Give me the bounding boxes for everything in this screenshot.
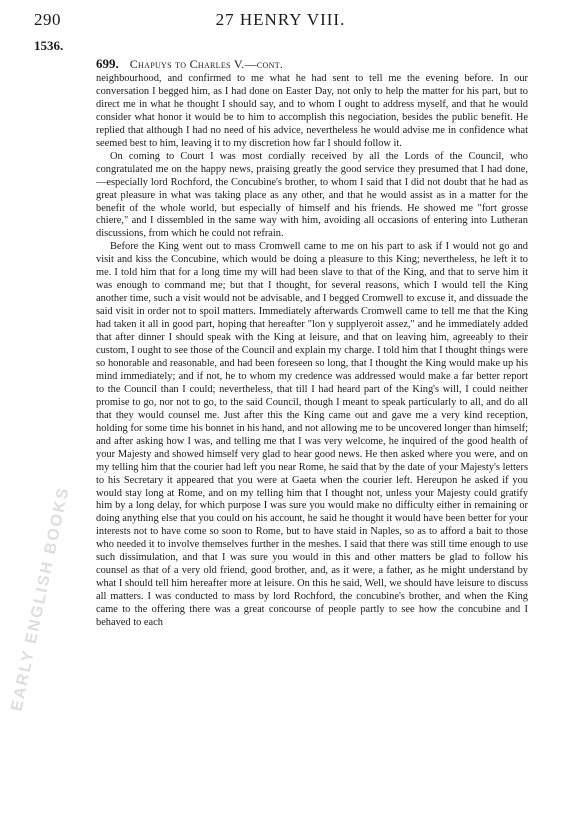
watermark-text: EARLY ENGLISH BOOKS [8, 485, 73, 713]
running-header [34, 10, 527, 32]
entry-heading [96, 56, 283, 72]
paragraph: On coming to Court I was most cordially received by all the Lords of the Council, who congratulated me on the happy news, praising greatly the good service they presumed that I had done,—especially lord Rochford, the Concubine's brother, to whom I said that I did not doubt that he had as great pleasure in what was taking place as any other, and that he would assist as in a matter for the benefit of the whole world, but especially of himself and his friends. He showed me "fort grosse chiere," and I dissembled in the same way with him, avoiding all occasions of entering into Lutheran discussions, from which he could not refrain. [96, 150, 528, 240]
page-number: 290 [34, 10, 61, 29]
entry-title: Chapuys to Charles V.—cont. [129, 57, 284, 71]
paragraph: neighbourhood, and confirmed to me what he had sent to tell me the evening before. In our conversation I begged him, as I had done on Easter Day, not only to help the matter for his part, but to direct me in what he thought I should say, and to whom I ought to address myself, and that he would consider what honor it would be to him to accomplish this negociation, besides the public benefit. He replied that although I had no need of his advice, nevertheless he would advise me in confidence what seemed best to him, leaving it to my discretion how far I should follow it. [96, 73, 528, 149]
year-marginal-note: 1536. [34, 38, 64, 53]
entry-number: 699. [96, 56, 119, 71]
letter-body [96, 73, 528, 630]
paragraph: Before the King went out to mass Cromwell came to me on his part to ask if I would not go and visit and kiss the Concubine, which would be doing a pleasure to this King; nevertheless, he left it to me. I told him that for a long time my will had been slave to that of the King, and that to serve him it was enough to command me; but that I thought, for several reasons, which I would tell the King another time, such a visit would not be advisable, and I begged Cromwell to excuse it, and dissuade the said visit in order not to spoil matters. Immediately afterwards Cromwell came to tell me that the King had taken it all in good part, hoping that hereafter "lon y supplyeroit assez," and he immediately added that after dinner I should speak with the King at leisure, and that on leaving him, agreeably to their custom, I ought to see those of the Council and explain my charge. I told him that I thought things were so honorable and reasonable, and had been foreseen so long, that I thought the King would make up his mind immediately; and if not, he to whom my credence was addressed would make a far better report to the Council than I could; nevertheless, that till I had heard part of the King's will, I could neither promise to go, nor not to go, to the said Council, though I meant to speak particularly to all, and do all that they would counsel me. Just after this the King came out and gave me a very kind reception, holding for some time his bonnet in his hand, and not allowing me to be uncovered longer than himself; and after asking how I was, and telling me that I was very welcome, he inquired of the good health of your Majesty and showed himself very glad to hear good news. He then asked where you were, and on my telling him that the courier had left you near Rome, he said that by the date of your Majesty's letters to his Secretary it appeared that you were at Gaeta when the courier left. Hereupon he asked if you would stay long at Rome, and on my telling him that I thought not, unless your Majesty could gratify him by a long delay, for which purpose I was sure you would make no difficulty either in remaining or doing anything else that you could on his account, he said he thought it would have been better for your interests not to have come so soon to Rome, but to have staid in Naples, so as to afford a bait to those who needed it to involve themselves further in the meshes. I said that there was still time enough to use such dissimulation, and that I was sure you would in this and other matters be glad to follow his counsel as that of a very old friend, good brother, and, as it were, a father, as he might understand by what I should tell him hereafter more at leisure. On this he said, Well, we should have leisure to discuss all matters. I was conducted to mass by lord Rochford, the concubine's brother, and when the King came to the offering there was a great concourse of people partly to see how the concubine and I behaved to each [96, 241, 528, 629]
running-title: 27 HENRY VIII. [215, 10, 346, 29]
watermark [6, 480, 73, 730]
